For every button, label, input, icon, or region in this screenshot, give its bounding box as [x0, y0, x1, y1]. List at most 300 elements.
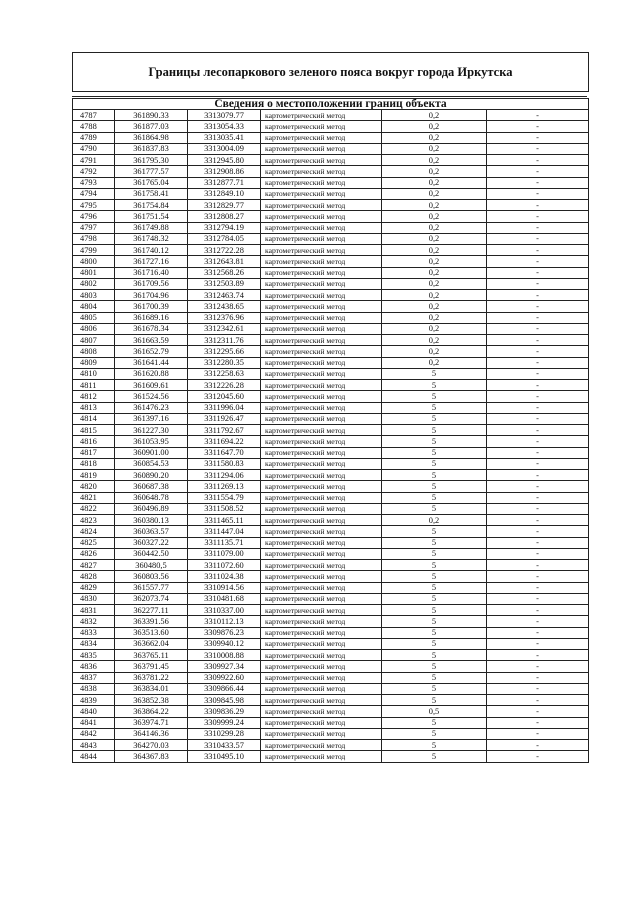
accuracy-cell: 5 — [382, 661, 487, 672]
accuracy-cell: 0,2 — [382, 155, 487, 166]
method-cell: картометрический метод — [261, 132, 382, 143]
method-cell: картометрический метод — [261, 143, 382, 154]
x-coordinate-cell: 361689.16 — [115, 312, 188, 323]
x-coordinate-cell: 363864.22 — [115, 706, 188, 717]
y-coordinate-cell: 3312849.10 — [188, 188, 261, 199]
description-cell: - — [487, 470, 589, 481]
x-coordinate-cell: 361795.30 — [115, 155, 188, 166]
point-number-cell: 4803 — [73, 290, 115, 301]
method-cell: картометрический метод — [261, 526, 382, 537]
point-number-cell: 4788 — [73, 121, 115, 132]
description-cell: - — [487, 335, 589, 346]
point-number-cell: 4819 — [73, 470, 115, 481]
table-row — [73, 188, 589, 199]
x-coordinate-cell: 361652.79 — [115, 346, 188, 357]
table-row — [73, 312, 589, 323]
accuracy-cell: 0,5 — [382, 706, 487, 717]
accuracy-cell: 5 — [382, 560, 487, 571]
accuracy-cell: 5 — [382, 650, 487, 661]
accuracy-cell: 5 — [382, 717, 487, 728]
method-cell: картометрический метод — [261, 245, 382, 256]
accuracy-cell: 0,2 — [382, 256, 487, 267]
y-coordinate-cell: 3311580.83 — [188, 458, 261, 469]
point-number-cell: 4805 — [73, 312, 115, 323]
y-coordinate-cell: 3312794.19 — [188, 222, 261, 233]
description-cell: - — [487, 458, 589, 469]
x-coordinate-cell: 361758.41 — [115, 188, 188, 199]
description-cell: - — [487, 683, 589, 694]
method-cell: картометрический метод — [261, 188, 382, 199]
table-row — [73, 425, 589, 436]
description-cell: - — [487, 593, 589, 604]
table-row — [73, 447, 589, 458]
point-number-cell: 4818 — [73, 458, 115, 469]
method-cell: картометрический метод — [261, 458, 382, 469]
accuracy-cell: 5 — [382, 458, 487, 469]
x-coordinate-cell: 360890.20 — [115, 470, 188, 481]
x-coordinate-cell: 360648.78 — [115, 492, 188, 503]
method-cell: картометрический метод — [261, 605, 382, 616]
accuracy-cell: 5 — [382, 425, 487, 436]
table-row — [73, 683, 589, 694]
description-cell: - — [487, 492, 589, 503]
point-number-cell: 4825 — [73, 537, 115, 548]
table-row — [73, 121, 589, 132]
description-cell: - — [487, 425, 589, 436]
table-row — [73, 267, 589, 278]
x-coordinate-cell: 363781.22 — [115, 672, 188, 683]
point-number-cell: 4801 — [73, 267, 115, 278]
y-coordinate-cell: 3312945.80 — [188, 155, 261, 166]
table-row — [73, 368, 589, 379]
point-number-cell: 4817 — [73, 447, 115, 458]
point-number-cell: 4795 — [73, 200, 115, 211]
table-row — [73, 627, 589, 638]
method-cell: картометрический метод — [261, 211, 382, 222]
x-coordinate-cell: 360327.22 — [115, 537, 188, 548]
x-coordinate-cell: 361609.61 — [115, 380, 188, 391]
coordinates-table — [72, 109, 589, 763]
y-coordinate-cell: 3309922.60 — [188, 672, 261, 683]
accuracy-cell: 0,2 — [382, 278, 487, 289]
point-number-cell: 4844 — [73, 751, 115, 762]
description-cell: - — [487, 155, 589, 166]
description-cell: - — [487, 380, 589, 391]
table-row — [73, 413, 589, 424]
accuracy-cell: 0,2 — [382, 188, 487, 199]
point-number-cell: 4804 — [73, 301, 115, 312]
y-coordinate-cell: 3312908.86 — [188, 166, 261, 177]
description-cell: - — [487, 267, 589, 278]
accuracy-cell: 5 — [382, 695, 487, 706]
table-row — [73, 672, 589, 683]
table-row — [73, 458, 589, 469]
method-cell: картометрический метод — [261, 695, 382, 706]
y-coordinate-cell: 3309866.44 — [188, 683, 261, 694]
description-cell: - — [487, 290, 589, 301]
point-number-cell: 4822 — [73, 503, 115, 514]
y-coordinate-cell: 3310112.13 — [188, 616, 261, 627]
accuracy-cell: 5 — [382, 413, 487, 424]
description-cell: - — [487, 211, 589, 222]
y-coordinate-cell: 3312376.96 — [188, 312, 261, 323]
method-cell: картометрический метод — [261, 728, 382, 739]
table-caption: Сведения о местоположении границ объекта — [72, 98, 589, 109]
method-cell: картометрический метод — [261, 548, 382, 559]
table-row — [73, 638, 589, 649]
point-number-cell: 4830 — [73, 593, 115, 604]
x-coordinate-cell: 361749.88 — [115, 222, 188, 233]
y-coordinate-cell: 3312280.35 — [188, 357, 261, 368]
accuracy-cell: 5 — [382, 402, 487, 413]
description-cell: - — [487, 447, 589, 458]
description-cell: - — [487, 312, 589, 323]
method-cell: картометрический метод — [261, 402, 382, 413]
x-coordinate-cell: 361678.34 — [115, 323, 188, 334]
x-coordinate-cell: 361716.40 — [115, 267, 188, 278]
method-cell: картометрический метод — [261, 200, 382, 211]
method-cell: картометрический метод — [261, 312, 382, 323]
point-number-cell: 4824 — [73, 526, 115, 537]
x-coordinate-cell: 361227.30 — [115, 425, 188, 436]
point-number-cell: 4834 — [73, 638, 115, 649]
point-number-cell: 4796 — [73, 211, 115, 222]
accuracy-cell: 0,2 — [382, 211, 487, 222]
accuracy-cell: 5 — [382, 728, 487, 739]
table-row — [73, 492, 589, 503]
table-row — [73, 323, 589, 334]
y-coordinate-cell: 3311694.22 — [188, 436, 261, 447]
description-cell: - — [487, 706, 589, 717]
y-coordinate-cell: 3312045.60 — [188, 391, 261, 402]
point-number-cell: 4835 — [73, 650, 115, 661]
x-coordinate-cell: 361663.59 — [115, 335, 188, 346]
y-coordinate-cell: 3311447.04 — [188, 526, 261, 537]
description-cell: - — [487, 436, 589, 447]
x-coordinate-cell: 361727.16 — [115, 256, 188, 267]
x-coordinate-cell: 361751.54 — [115, 211, 188, 222]
table-row — [73, 346, 589, 357]
accuracy-cell: 0,2 — [382, 143, 487, 154]
point-number-cell: 4831 — [73, 605, 115, 616]
description-cell: - — [487, 121, 589, 132]
point-number-cell: 4787 — [73, 110, 115, 121]
y-coordinate-cell: 3313054.33 — [188, 121, 261, 132]
description-cell: - — [487, 402, 589, 413]
accuracy-cell: 5 — [382, 582, 487, 593]
y-coordinate-cell: 3311135.71 — [188, 537, 261, 548]
description-cell: - — [487, 245, 589, 256]
accuracy-cell: 0,2 — [382, 110, 487, 121]
table-row — [73, 177, 589, 188]
y-coordinate-cell: 3311554.79 — [188, 492, 261, 503]
x-coordinate-cell: 361740.12 — [115, 245, 188, 256]
description-cell: - — [487, 616, 589, 627]
point-number-cell: 4800 — [73, 256, 115, 267]
method-cell: картометрический метод — [261, 672, 382, 683]
table-row — [73, 526, 589, 537]
x-coordinate-cell: 364270.03 — [115, 740, 188, 751]
x-coordinate-cell: 362073.74 — [115, 593, 188, 604]
y-coordinate-cell: 3312829.77 — [188, 200, 261, 211]
y-coordinate-cell: 3313035.41 — [188, 132, 261, 143]
description-cell: - — [487, 695, 589, 706]
accuracy-cell: 5 — [382, 616, 487, 627]
x-coordinate-cell: 361704.96 — [115, 290, 188, 301]
point-number-cell: 4832 — [73, 616, 115, 627]
y-coordinate-cell: 3311508.52 — [188, 503, 261, 514]
accuracy-cell: 0,2 — [382, 222, 487, 233]
x-coordinate-cell: 361837.83 — [115, 143, 188, 154]
x-coordinate-cell: 361397.16 — [115, 413, 188, 424]
point-number-cell: 4811 — [73, 380, 115, 391]
y-coordinate-cell: 3311465.11 — [188, 515, 261, 526]
x-coordinate-cell: 361748.32 — [115, 233, 188, 244]
table-row — [73, 222, 589, 233]
x-coordinate-cell: 364367.83 — [115, 751, 188, 762]
y-coordinate-cell: 3310433.57 — [188, 740, 261, 751]
description-cell: - — [487, 110, 589, 121]
x-coordinate-cell: 364146.36 — [115, 728, 188, 739]
divider — [72, 96, 587, 97]
description-cell: - — [487, 200, 589, 211]
accuracy-cell: 5 — [382, 638, 487, 649]
method-cell: картометрический метод — [261, 593, 382, 604]
y-coordinate-cell: 3309927.34 — [188, 661, 261, 672]
table-row — [73, 717, 589, 728]
y-coordinate-cell: 3312342.61 — [188, 323, 261, 334]
point-number-cell: 4823 — [73, 515, 115, 526]
point-number-cell: 4799 — [73, 245, 115, 256]
accuracy-cell: 5 — [382, 548, 487, 559]
y-coordinate-cell: 3309845.98 — [188, 695, 261, 706]
accuracy-cell: 5 — [382, 672, 487, 683]
point-number-cell: 4812 — [73, 391, 115, 402]
table-row — [73, 110, 589, 121]
y-coordinate-cell: 3311024.38 — [188, 571, 261, 582]
point-number-cell: 4838 — [73, 683, 115, 694]
method-cell: картометрический метод — [261, 166, 382, 177]
method-cell: картометрический метод — [261, 391, 382, 402]
accuracy-cell: 0,2 — [382, 177, 487, 188]
description-cell: - — [487, 503, 589, 514]
accuracy-cell: 0,2 — [382, 301, 487, 312]
method-cell: картометрический метод — [261, 177, 382, 188]
y-coordinate-cell: 3311792.67 — [188, 425, 261, 436]
table-row — [73, 301, 589, 312]
description-cell: - — [487, 391, 589, 402]
y-coordinate-cell: 3310008.88 — [188, 650, 261, 661]
table-row — [73, 233, 589, 244]
method-cell: картометрический метод — [261, 256, 382, 267]
x-coordinate-cell: 361709.56 — [115, 278, 188, 289]
x-coordinate-cell: 363974.71 — [115, 717, 188, 728]
point-number-cell: 4826 — [73, 548, 115, 559]
point-number-cell: 4798 — [73, 233, 115, 244]
y-coordinate-cell: 3312784.05 — [188, 233, 261, 244]
table-row — [73, 548, 589, 559]
description-cell: - — [487, 188, 589, 199]
table-row — [73, 335, 589, 346]
accuracy-cell: 0,2 — [382, 346, 487, 357]
accuracy-cell: 0,2 — [382, 323, 487, 334]
accuracy-cell: 0,2 — [382, 233, 487, 244]
y-coordinate-cell: 3311926.47 — [188, 413, 261, 424]
accuracy-cell: 5 — [382, 481, 487, 492]
x-coordinate-cell: 363765.11 — [115, 650, 188, 661]
table-row — [73, 132, 589, 143]
table-row — [73, 290, 589, 301]
table-row — [73, 481, 589, 492]
point-number-cell: 4809 — [73, 357, 115, 368]
method-cell: картометрический метод — [261, 267, 382, 278]
x-coordinate-cell: 360901.00 — [115, 447, 188, 458]
point-number-cell: 4813 — [73, 402, 115, 413]
point-number-cell: 4842 — [73, 728, 115, 739]
accuracy-cell: 0,2 — [382, 200, 487, 211]
description-cell: - — [487, 515, 589, 526]
point-number-cell: 4841 — [73, 717, 115, 728]
accuracy-cell: 5 — [382, 605, 487, 616]
y-coordinate-cell: 3312258.63 — [188, 368, 261, 379]
accuracy-cell: 5 — [382, 470, 487, 481]
accuracy-cell: 0,2 — [382, 267, 487, 278]
point-number-cell: 4829 — [73, 582, 115, 593]
point-number-cell: 4790 — [73, 143, 115, 154]
x-coordinate-cell: 363391.56 — [115, 616, 188, 627]
y-coordinate-cell: 3310481.68 — [188, 593, 261, 604]
x-coordinate-cell: 361557.77 — [115, 582, 188, 593]
x-coordinate-cell: 361777.57 — [115, 166, 188, 177]
y-coordinate-cell: 3311079.00 — [188, 548, 261, 559]
x-coordinate-cell: 360480,5 — [115, 560, 188, 571]
method-cell: картометрический метод — [261, 380, 382, 391]
x-coordinate-cell: 360380.13 — [115, 515, 188, 526]
description-cell: - — [487, 672, 589, 683]
table-row — [73, 143, 589, 154]
accuracy-cell: 0,2 — [382, 357, 487, 368]
y-coordinate-cell: 3312438.65 — [188, 301, 261, 312]
point-number-cell: 4836 — [73, 661, 115, 672]
method-cell: картометрический метод — [261, 233, 382, 244]
accuracy-cell: 0,2 — [382, 335, 487, 346]
x-coordinate-cell: 360363.57 — [115, 526, 188, 537]
description-cell: - — [487, 143, 589, 154]
method-cell: картометрический метод — [261, 616, 382, 627]
description-cell: - — [487, 323, 589, 334]
accuracy-cell: 5 — [382, 436, 487, 447]
description-cell: - — [487, 233, 589, 244]
description-cell: - — [487, 132, 589, 143]
method-cell: картометрический метод — [261, 436, 382, 447]
point-number-cell: 4797 — [73, 222, 115, 233]
description-cell: - — [487, 481, 589, 492]
description-cell: - — [487, 301, 589, 312]
method-cell: картометрический метод — [261, 481, 382, 492]
point-number-cell: 4793 — [73, 177, 115, 188]
y-coordinate-cell: 3309940.12 — [188, 638, 261, 649]
y-coordinate-cell: 3310914.56 — [188, 582, 261, 593]
x-coordinate-cell: 363791.45 — [115, 661, 188, 672]
accuracy-cell: 5 — [382, 380, 487, 391]
x-coordinate-cell: 361890.33 — [115, 110, 188, 121]
accuracy-cell: 5 — [382, 683, 487, 694]
table-row — [73, 515, 589, 526]
method-cell: картометрический метод — [261, 290, 382, 301]
accuracy-cell: 0,2 — [382, 312, 487, 323]
description-cell: - — [487, 728, 589, 739]
y-coordinate-cell: 3311269.13 — [188, 481, 261, 492]
accuracy-cell: 0,2 — [382, 245, 487, 256]
x-coordinate-cell: 361476.23 — [115, 402, 188, 413]
y-coordinate-cell: 3310299.28 — [188, 728, 261, 739]
method-cell: картометрический метод — [261, 503, 382, 514]
x-coordinate-cell: 361641.44 — [115, 357, 188, 368]
y-coordinate-cell: 3312722.28 — [188, 245, 261, 256]
y-coordinate-cell: 3312808.27 — [188, 211, 261, 222]
table-row — [73, 402, 589, 413]
y-coordinate-cell: 3312877.71 — [188, 177, 261, 188]
description-cell: - — [487, 526, 589, 537]
point-number-cell: 4808 — [73, 346, 115, 357]
table-row — [73, 582, 589, 593]
y-coordinate-cell: 3312295.66 — [188, 346, 261, 357]
y-coordinate-cell: 3310337.00 — [188, 605, 261, 616]
x-coordinate-cell: 361620.88 — [115, 368, 188, 379]
y-coordinate-cell: 3312311.76 — [188, 335, 261, 346]
description-cell: - — [487, 278, 589, 289]
description-cell: - — [487, 346, 589, 357]
table-row — [73, 740, 589, 751]
table-row — [73, 436, 589, 447]
accuracy-cell: 5 — [382, 526, 487, 537]
method-cell: картометрический метод — [261, 470, 382, 481]
table-row — [73, 661, 589, 672]
point-number-cell: 4840 — [73, 706, 115, 717]
method-cell: картометрический метод — [261, 740, 382, 751]
point-number-cell: 4833 — [73, 627, 115, 638]
description-cell: - — [487, 560, 589, 571]
table-row — [73, 380, 589, 391]
method-cell: картометрический метод — [261, 110, 382, 121]
description-cell: - — [487, 222, 589, 233]
method-cell: картометрический метод — [261, 751, 382, 762]
method-cell: картометрический метод — [261, 447, 382, 458]
y-coordinate-cell: 3312643.81 — [188, 256, 261, 267]
accuracy-cell: 0,2 — [382, 515, 487, 526]
x-coordinate-cell: 363513.60 — [115, 627, 188, 638]
method-cell: картометрический метод — [261, 335, 382, 346]
accuracy-cell: 0,2 — [382, 290, 487, 301]
description-cell: - — [487, 166, 589, 177]
table-row — [73, 155, 589, 166]
table-row — [73, 728, 589, 739]
accuracy-cell: 5 — [382, 740, 487, 751]
document-frame — [72, 52, 589, 852]
method-cell: картометрический метод — [261, 638, 382, 649]
method-cell: картометрический метод — [261, 706, 382, 717]
method-cell: картометрический метод — [261, 560, 382, 571]
description-cell: - — [487, 368, 589, 379]
accuracy-cell: 5 — [382, 627, 487, 638]
table-row — [73, 706, 589, 717]
description-cell: - — [487, 751, 589, 762]
method-cell: картометрический метод — [261, 413, 382, 424]
point-number-cell: 4802 — [73, 278, 115, 289]
point-number-cell: 4828 — [73, 571, 115, 582]
table-row — [73, 470, 589, 481]
y-coordinate-cell: 3309836.29 — [188, 706, 261, 717]
